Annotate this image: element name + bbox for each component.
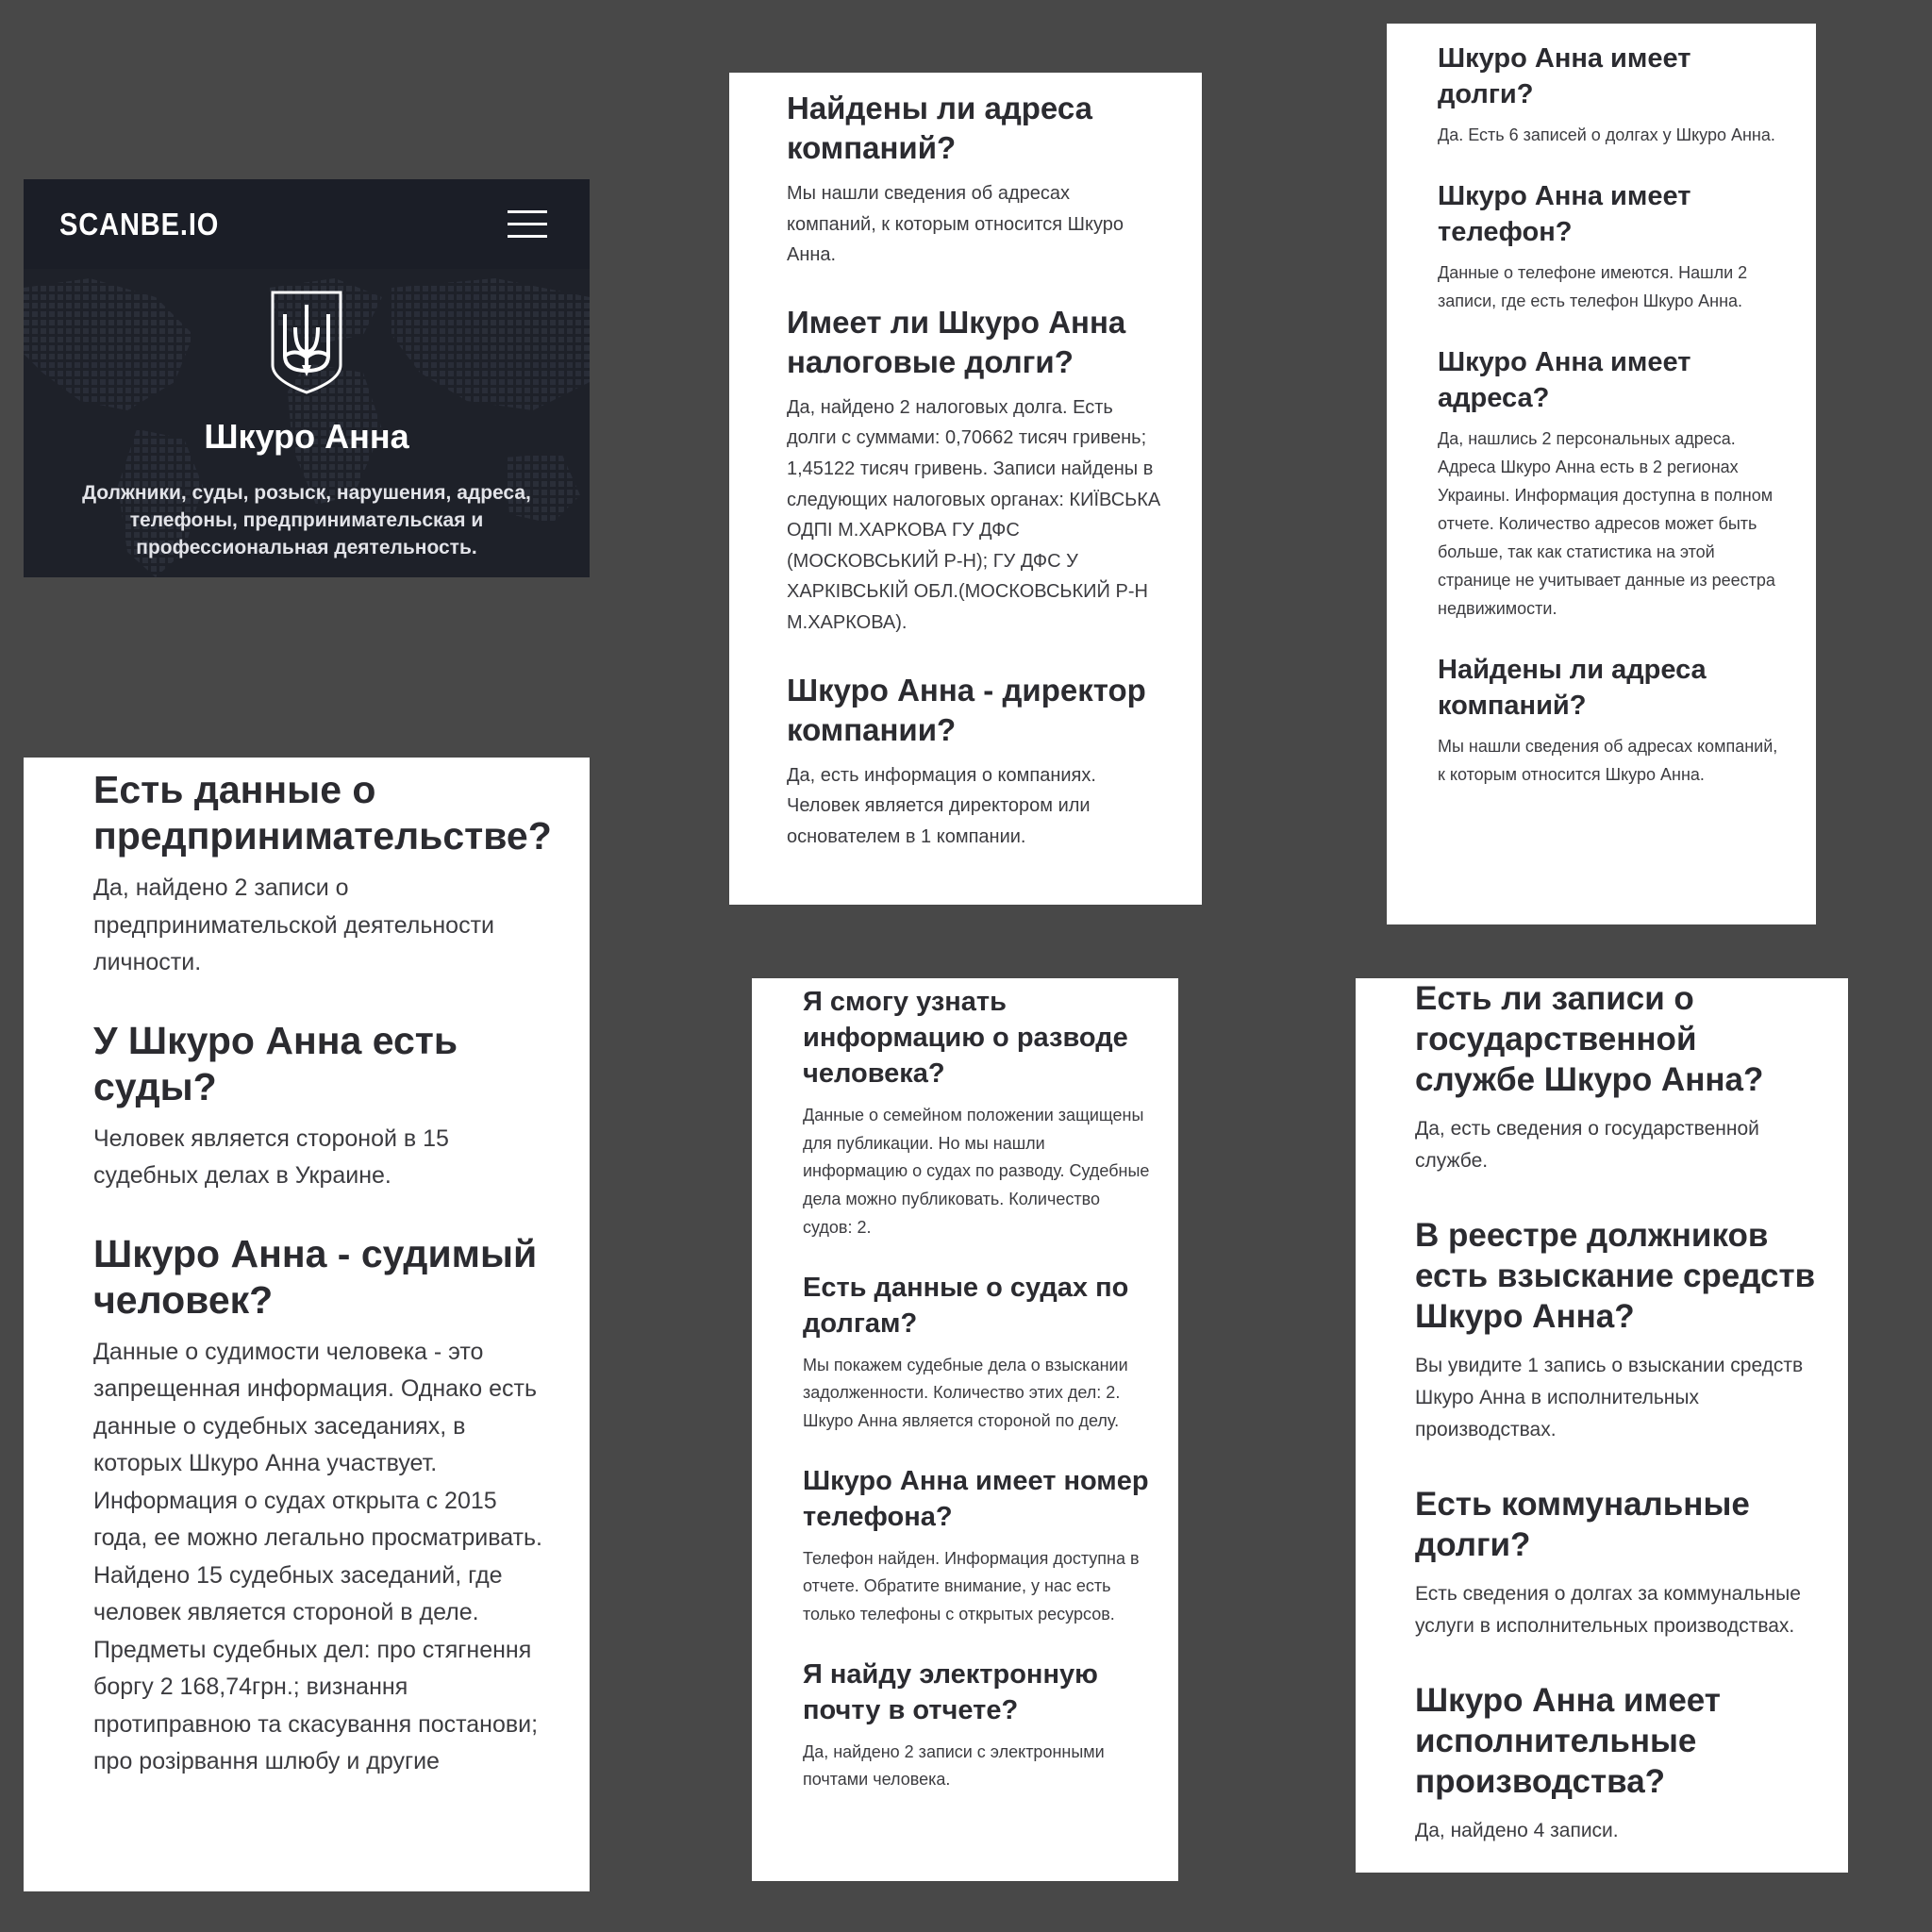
faq-question: Шкуро Анна - директор компании? bbox=[787, 672, 1146, 747]
faq-answer: Да, найдено 4 записи. bbox=[1415, 1820, 1619, 1841]
faq-panel-c bbox=[1387, 24, 1816, 924]
faq-question: Найдены ли адреса компаний? bbox=[1438, 655, 1707, 721]
faq-item bbox=[803, 984, 1150, 1242]
faq-panel-e bbox=[1356, 978, 1848, 1873]
faq-question: Шкуро Анна имеет телефон? bbox=[1438, 181, 1691, 247]
faq-answer: Мы нашли сведения об адресах компаний, к которым относится Шкуро Анна. bbox=[1438, 737, 1778, 784]
faq-question: Найдены ли адреса компаний? bbox=[787, 91, 1092, 165]
faq-item bbox=[1415, 1215, 1820, 1446]
faq-answer: Данные о телефоне имеются. Нашли 2 записи, где есть телефон Шкуро Анна. bbox=[1438, 263, 1748, 310]
faq-answer: Да, есть информация о компаниях. Человек является директором или основателем в 1 компании. bbox=[787, 764, 1096, 847]
hero-description: Должники, суды, розыск, нарушения, адреса, телефоны, предпринимательская и профессиональная деятельность. bbox=[82, 482, 531, 558]
hero-card bbox=[24, 179, 590, 577]
faq-answer: Мы нашли сведения об адресах компаний, к которым относится Шкуро Анна. bbox=[787, 183, 1124, 266]
faq-item bbox=[1438, 178, 1788, 315]
faq-panel-d bbox=[752, 978, 1178, 1881]
faq-question: Шкуро Анна имеет номер телефона? bbox=[803, 1465, 1149, 1532]
faq-question: Есть данные о судах по долгам? bbox=[803, 1272, 1129, 1339]
faq-question: Я найду электронную почту в отчете? bbox=[803, 1658, 1098, 1725]
faq-item bbox=[93, 1018, 542, 1195]
faq-item bbox=[1415, 1680, 1820, 1847]
faq-panel-b bbox=[729, 73, 1202, 905]
faq-item bbox=[803, 1270, 1150, 1436]
faq-item bbox=[93, 1231, 542, 1781]
faq-item bbox=[803, 1463, 1150, 1629]
faq-item bbox=[787, 89, 1164, 271]
top-navbar bbox=[24, 179, 590, 269]
faq-item bbox=[1438, 652, 1788, 789]
faq-question: Я смогу узнать информацию о разводе человека? bbox=[803, 987, 1128, 1089]
faq-answer: Телефон найден. Информация доступна в отчете. Обратите внимание, у нас есть только телефоны с открытых ресурсов. bbox=[803, 1548, 1140, 1624]
faq-question: Есть коммунальные долги? bbox=[1415, 1486, 1750, 1563]
faq-answer: Да. Есть 6 записей о долгах у Шкуро Анна. bbox=[1438, 125, 1775, 144]
faq-question: В реестре должников есть взыскание средств Шкуро Анна? bbox=[1415, 1217, 1816, 1335]
faq-question: Есть данные о предпринимательстве? bbox=[93, 768, 552, 858]
faq-question: Шкуро Анна - судимый человек? bbox=[93, 1231, 538, 1322]
faq-answer: Вы увидите 1 запись о взыскании средств Шкуро Анна в исполнительных производствах. bbox=[1415, 1355, 1804, 1441]
faq-item bbox=[93, 767, 552, 982]
faq-answer: Данные о судимости человека - это запрещенная информация. Однако есть данные о судебных заседаниях, в которых Шкуро Анна участвует. Информация о судах открыта с 2015 года, ее можно легально просматривать. Найдено 15 судебных заседаний, где человек является стороной в деле. Предметы судебных дел: про стягнення боргу 2 168,74грн.; визнання протиправною та скасування постанови; про розірвання шлюбу и другие bbox=[93, 1338, 542, 1774]
faq-question: Шкуро Анна имеет долги? bbox=[1438, 43, 1691, 109]
faq-answer: Да, есть сведения о государственной службе. bbox=[1415, 1118, 1759, 1172]
faq-answer: Человек является стороной в 15 судебных делах в Украине. bbox=[93, 1124, 449, 1189]
faq-item bbox=[803, 1657, 1150, 1794]
faq-panel-a bbox=[24, 758, 590, 1891]
trident-emblem-icon bbox=[270, 290, 343, 395]
faq-item bbox=[787, 671, 1164, 853]
faq-question: Имеет ли Шкуро Анна налоговые долги? bbox=[787, 304, 1126, 379]
faq-item bbox=[787, 303, 1164, 639]
faq-question: Шкуро Анна имеет исполнительные производства? bbox=[1415, 1682, 1721, 1800]
faq-answer: Есть сведения о долгах за коммунальные услуги в исполнительных производствах. bbox=[1415, 1583, 1801, 1637]
faq-answer: Данные о семейном положении защищены для публикации. Но мы нашли информацию о судах по разводу. Судебные дела можно публиковать. Количество судов: 2. bbox=[803, 1106, 1150, 1237]
faq-answer: Да, нашлись 2 персональных адреса. Адреса Шкуро Анна есть в 2 регионах Украины. Информация доступна в полном отчете. Количество адресов может быть больше, так как статистика на этой странице не учитывает данные из реестра недвижимости. bbox=[1438, 429, 1775, 618]
faq-item bbox=[1438, 41, 1788, 149]
faq-item bbox=[1415, 978, 1820, 1177]
faq-answer: Да, найдено 2 записи о предпринимательской деятельности личности. bbox=[93, 874, 494, 975]
faq-question: Шкуро Анна имеет адреса? bbox=[1438, 347, 1691, 413]
faq-answer: Мы покажем судебные дела о взыскании задолженности. Количество этих дел: 2. Шкуро Анна является стороной по делу. bbox=[803, 1355, 1128, 1430]
faq-question: Есть ли записи о государственной службе Шкуро Анна? bbox=[1415, 980, 1764, 1098]
faq-item bbox=[1415, 1484, 1820, 1642]
faq-answer: Да, найдено 2 налоговых долга. Есть долги с суммами: 0,70662 тисяч гривень; 1,45122 тисяч гривень. Записи найдены в следующих налоговых органах: КИЇВСЬКА ОДПІ М.ХАРКОВА ГУ ДФС (МОСКОВСЬКИЙ Р-Н); ГУ ДФС У ХАРКІВСЬКІЙ ОБЛ.(МОСКОВСЬКИЙ Р-Н М.ХАРКОВА). bbox=[787, 396, 1161, 633]
faq-item bbox=[1438, 344, 1788, 623]
faq-question: У Шкуро Анна есть суды? bbox=[93, 1018, 458, 1108]
faq-answer: Да, найдено 2 записи с электронными почтами человека. bbox=[803, 1741, 1105, 1790]
site-logo[interactable]: SCANBE.IO bbox=[59, 206, 220, 242]
person-name: Шкуро Анна bbox=[204, 417, 409, 456]
hamburger-icon[interactable] bbox=[508, 210, 547, 239]
